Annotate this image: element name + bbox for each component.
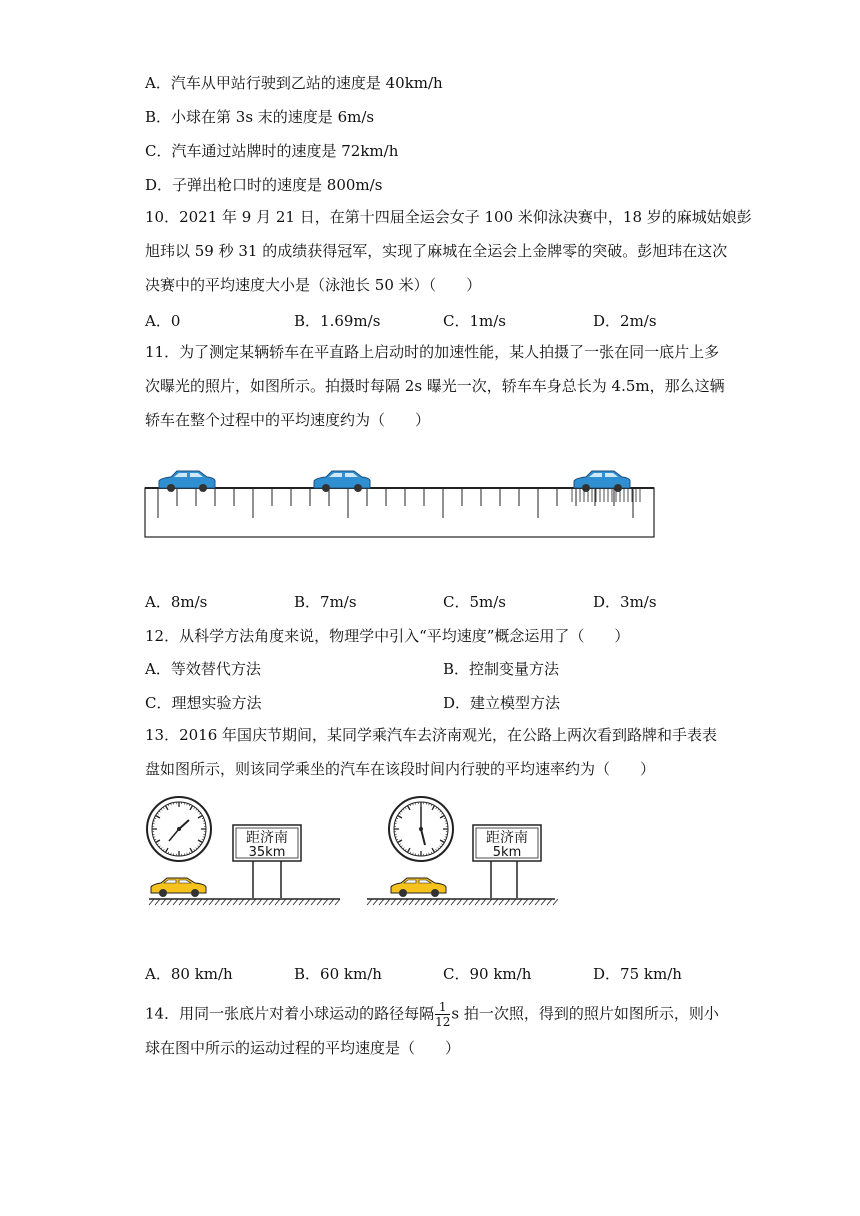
yellow-car-icon-left <box>151 878 206 897</box>
q10-option-a: A．0 <box>145 312 181 330</box>
ground-hatch <box>287 899 292 905</box>
q11-option-a: A．8m/s <box>145 593 208 611</box>
q10-line-3: 决赛中的平均速度大小是（泳池长 50 米）（ ） <box>145 276 482 294</box>
ground-hatch <box>481 899 486 905</box>
sign-2-distance: 5km <box>492 845 522 860</box>
ground-hatch <box>487 899 492 905</box>
q12-stem: 12．从科学方法角度来说，物理学中引入“平均速度”概念运用了（ ） <box>145 627 630 645</box>
q12-option-b: B．控制变量方法 <box>443 660 560 678</box>
q11-option-b: B．7m/s <box>294 593 357 611</box>
ground-hatch <box>293 899 298 905</box>
q11-ruler-figure <box>140 462 660 542</box>
yellow-car-icon-right <box>391 878 446 897</box>
q11-line-1: 11．为了测定某辆轿车在平直路上启动时的加速性能，某人拍摄了一张在同一底片上多 <box>145 343 720 361</box>
ground-hatch <box>299 899 304 905</box>
ground-hatch <box>469 899 474 905</box>
q10-line-2: 旭玮以 59 秒 31 的成绩获得冠军，实现了麻城在全运会上金牌零的突破。彭旭玮在这次 <box>145 242 728 260</box>
ground-hatch <box>209 899 214 905</box>
ground-hatch <box>517 899 522 905</box>
ground-hatch <box>281 899 286 905</box>
ground-hatch <box>275 899 280 905</box>
ground-hatch <box>167 899 172 905</box>
sign-1-distance: 35km <box>248 845 286 860</box>
q14-stem-pre: 14．用同一张底片对着小球运动的路径每隔 <box>145 1004 435 1023</box>
q13-line-1: 13．2016 年国庆节期间，某同学乘汽车去济南观光，在公路上两次看到路牌和手表表 <box>145 726 718 744</box>
ground-hatch <box>547 899 552 905</box>
ground-hatch <box>329 899 334 905</box>
q14-stem-line-1 <box>145 1000 719 1029</box>
ground-hatch <box>391 899 396 905</box>
q10-option-c: C．1m/s <box>443 312 506 330</box>
ground-hatch <box>233 899 238 905</box>
q13-option-c: C．90 km/h <box>443 965 532 983</box>
ground-hatch <box>173 899 178 905</box>
ground-hatch <box>433 899 438 905</box>
ground-hatch <box>197 899 202 905</box>
ground-hatch <box>397 899 402 905</box>
q11-line-3: 轿车在整个过程中的平均速度约为（ ） <box>145 411 431 429</box>
ground-hatch <box>257 899 262 905</box>
ground-hatch <box>445 899 450 905</box>
q10-option-d: D．2m/s <box>593 312 657 330</box>
ground-hatch <box>317 899 322 905</box>
ground-hatch <box>535 899 540 905</box>
q13-option-b: B．60 km/h <box>294 965 382 983</box>
ground-hatch <box>263 899 268 905</box>
sign-2-title: 距济南 <box>486 830 528 846</box>
ground-hatch <box>529 899 534 905</box>
q11-option-d: D．3m/s <box>593 593 657 611</box>
ground-hatch <box>463 899 468 905</box>
q13-figure-right <box>365 795 565 910</box>
q9-option-c: C．汽车通过站牌时的速度是 72km/h <box>145 142 399 160</box>
ground-hatch <box>323 899 328 905</box>
ground-hatch <box>221 899 226 905</box>
ground-hatch <box>439 899 444 905</box>
ground-hatch <box>379 899 384 905</box>
ground-hatch <box>457 899 462 905</box>
ground-hatch <box>311 899 316 905</box>
q11-stem <box>145 335 725 437</box>
q12-option-d: D．建立模型方法 <box>443 694 561 712</box>
ground-hatch <box>523 899 528 905</box>
ground-hatch <box>541 899 546 905</box>
ground-hatch <box>451 899 456 905</box>
q13-option-a: A．80 km/h <box>145 965 233 983</box>
q9-option-a: A．汽车从甲站行驶到乙站的速度是 40km/h <box>145 74 443 92</box>
ground-hatch <box>185 899 190 905</box>
q12-option-c: C．理想实验方法 <box>145 694 262 712</box>
sign-1-title: 距济南 <box>246 830 288 846</box>
q13-line-2: 盘如图所示，则该同学乘坐的汽车在该段时间内行驶的平均速率约为（ ） <box>145 760 656 778</box>
ground-hatch <box>149 899 154 905</box>
ground-hatch <box>215 899 220 905</box>
ground-hatch <box>245 899 250 905</box>
ground-hatch <box>305 899 310 905</box>
q14-fraction-denominator: 12 <box>435 1015 451 1029</box>
q11-option-c: C．5m/s <box>443 593 506 611</box>
q9-option-d: D．子弹出枪口时的速度是 800m/s <box>145 176 383 194</box>
q14-fraction-numerator: 1 <box>435 1000 450 1015</box>
ground-hatch <box>335 899 340 905</box>
ground-hatch <box>505 899 510 905</box>
ground-hatch <box>155 899 160 905</box>
ground-hatch <box>475 899 480 905</box>
ground-hatch <box>367 899 372 905</box>
ground-hatch <box>251 899 256 905</box>
ground-hatch <box>269 899 274 905</box>
ground-hatch <box>553 899 558 905</box>
ground-hatch <box>203 899 208 905</box>
q10-option-b: B．1.69m/s <box>294 312 381 330</box>
ground-hatch <box>373 899 378 905</box>
q11-line-2: 次曝光的照片，如图所示。拍摄时每隔 2s 曝光一次，轿车车身总长为 4.5m，那么这辆 <box>145 377 725 395</box>
ground-hatch <box>499 899 504 905</box>
ground-hatch <box>415 899 420 905</box>
q9-option-b: B．小球在第 3s 末的速度是 6m/s <box>145 108 375 126</box>
ground-hatch <box>511 899 516 905</box>
ground-hatch <box>427 899 432 905</box>
ground-hatch <box>403 899 408 905</box>
q10-stem <box>145 200 752 302</box>
ground-hatch <box>179 899 184 905</box>
ground-hatch <box>421 899 426 905</box>
ground-hatch <box>493 899 498 905</box>
q14-fraction <box>435 1000 450 1029</box>
ground-hatch <box>239 899 244 905</box>
q13-figure-left <box>145 795 345 910</box>
ground-hatch <box>227 899 232 905</box>
watch-icon-left <box>147 797 211 861</box>
ground-hatch <box>191 899 196 905</box>
q14-stem-post: s 拍一次照，得到的照片如图所示，则小 <box>451 1004 719 1023</box>
q13-option-d: D．75 km/h <box>593 965 682 983</box>
q10-line-1: 10．2021 年 9 月 21 日，在第十四届全运会女子 100 米仰泳决赛中，18 岁的麻城姑娘彭 <box>145 208 752 226</box>
q12-option-a: A．等效替代方法 <box>145 660 261 678</box>
watch-icon-right <box>389 797 453 861</box>
q14-stem-line-2: 球在图中所示的运动过程的平均速度是（ ） <box>145 1039 461 1057</box>
ground-hatch <box>409 899 414 905</box>
q13-stem <box>145 718 718 786</box>
ground-hatch <box>161 899 166 905</box>
ground-hatch <box>385 899 390 905</box>
